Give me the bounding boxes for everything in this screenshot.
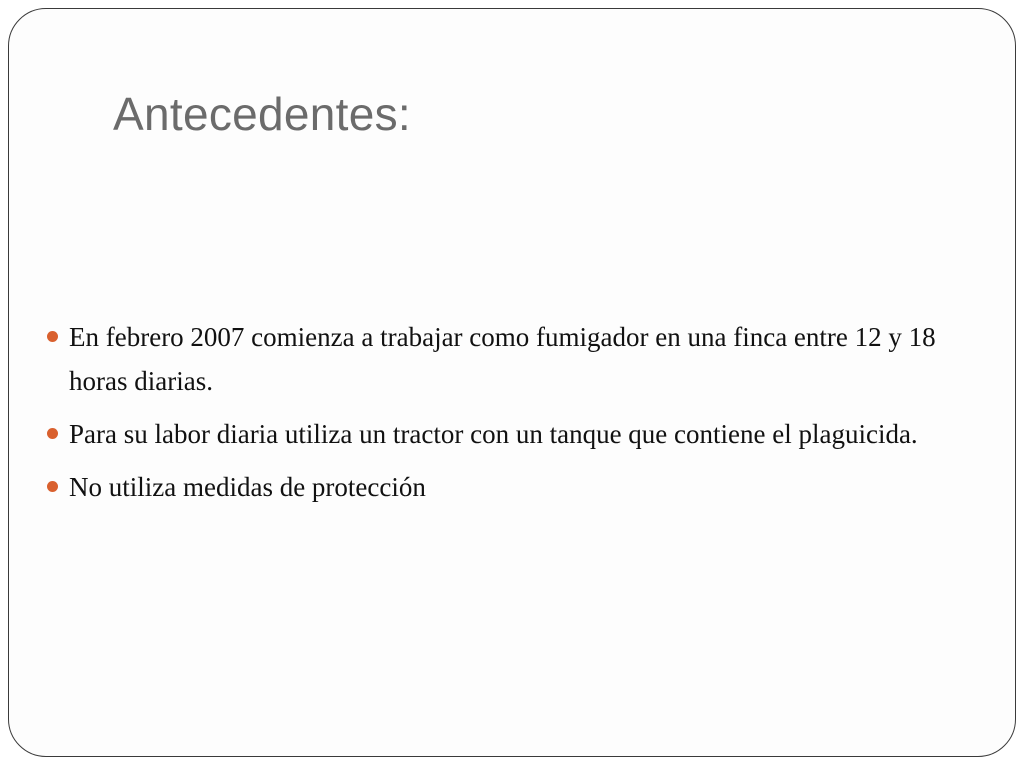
bullet-item	[47, 465, 987, 509]
bullet-item	[47, 315, 987, 403]
bullet-text: En febrero 2007 comienza a trabajar como fumigador en una finca entre 12 y 18 horas diarias.	[69, 322, 936, 396]
bullet-list	[47, 315, 987, 518]
slide-frame	[8, 8, 1016, 757]
round-bullet-icon	[47, 331, 58, 342]
round-bullet-icon	[47, 428, 58, 439]
round-bullet-icon	[47, 481, 58, 492]
slide-title: Antecedentes:	[113, 88, 412, 140]
bullet-text: Para su labor diaria utiliza un tractor con un tanque que contiene el plaguicida.	[69, 419, 918, 449]
bullet-item	[47, 412, 987, 456]
bullet-text: No utiliza medidas de protección	[69, 472, 426, 502]
